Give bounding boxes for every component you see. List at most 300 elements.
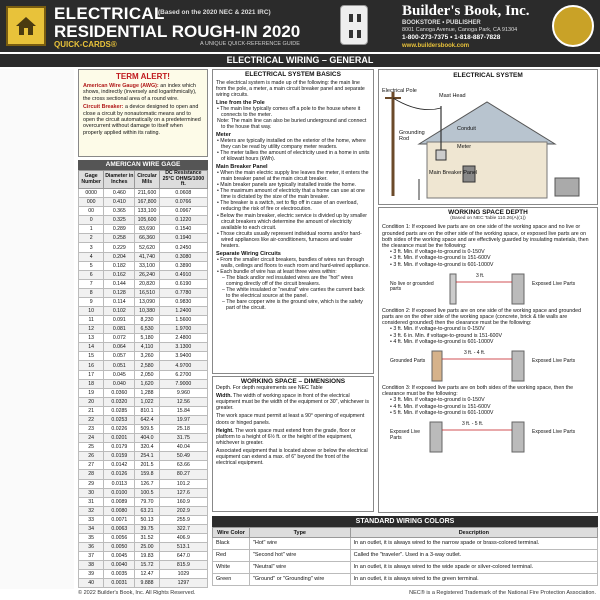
gage-cell: 406.9 bbox=[159, 533, 207, 542]
gage-row bbox=[79, 461, 208, 470]
panel-item: • The breaker is a switch, set to flip off in case of an overload, reducing the risk of fire or electrocution. bbox=[217, 200, 358, 213]
gage-cell: 105,600 bbox=[135, 216, 159, 225]
gage-cell: 0.0142 bbox=[104, 461, 135, 470]
gage-cell: 34 bbox=[79, 524, 104, 533]
gage-row bbox=[79, 388, 208, 397]
colors-cell: Green bbox=[213, 574, 250, 586]
gage-cell: 6.2700 bbox=[159, 370, 207, 379]
gage-cell: 7 bbox=[79, 279, 104, 288]
gage-cell: 3 bbox=[79, 243, 104, 252]
gage-row bbox=[79, 406, 208, 415]
gage-cell: 33 bbox=[79, 515, 104, 524]
gage-cell: 40.04 bbox=[159, 443, 207, 452]
breaker-text: a device designed to open and close a circuit by nonautomatic means and to open the circuit automatically on a predetermined overcurrent without damage to itself when properly applied within its rating. bbox=[83, 104, 201, 136]
gage-cell: 25.18 bbox=[159, 425, 207, 434]
gage-header: DC Resistance 25°C OHMS/1000 ft. bbox=[159, 171, 207, 189]
wire-neutral-item: – The white insulated or "neutral" wire carries the current back to the electrical source at the panel. bbox=[222, 287, 365, 300]
gage-cell: 27 bbox=[79, 461, 104, 470]
gage-cell: 1,620 bbox=[135, 379, 159, 388]
gage-cell: 50.49 bbox=[159, 452, 207, 461]
gage-cell: 15 bbox=[79, 352, 104, 361]
circuits-item: • Each bundle of wire has at least three wires within: bbox=[217, 268, 337, 275]
gage-cell: 0.0063 bbox=[104, 524, 135, 533]
gage-cell: 10,380 bbox=[135, 307, 159, 316]
fig2-dim-label: 3 ft. - 4 ft. bbox=[464, 350, 486, 357]
gage-cell: 0.0113 bbox=[104, 479, 135, 488]
gage-table bbox=[78, 170, 208, 588]
gage-cell: 31 bbox=[79, 497, 104, 506]
publisher-website[interactable]: www.buildersbook.com bbox=[402, 43, 470, 49]
colors-cell: In an outlet, it is always wired to the green terminal. bbox=[350, 574, 597, 586]
quick-cards-label: QUICK-CARDS® bbox=[54, 40, 117, 49]
meter-heading: Meter bbox=[216, 131, 231, 138]
gage-row bbox=[79, 243, 208, 252]
gage-cell: 30 bbox=[79, 488, 104, 497]
panel-label: Main Breaker Panel bbox=[429, 170, 478, 176]
height-text: The work space must extend from the grade, floor or platform to a height of 6½ ft. or the height of the equipment, whichever is greater. bbox=[216, 427, 356, 446]
gage-cell: 0.0226 bbox=[104, 425, 135, 434]
gage-header: Circular Mils bbox=[135, 171, 159, 189]
gage-row bbox=[79, 288, 208, 297]
gage-cell: 36 bbox=[79, 543, 104, 552]
colors-row bbox=[213, 562, 598, 574]
gage-cell: 101.2 bbox=[159, 479, 207, 488]
gage-cell: 0.0360 bbox=[104, 388, 135, 397]
gage-cell: 211,600 bbox=[135, 189, 159, 198]
gage-cell: 16,510 bbox=[135, 288, 159, 297]
gage-cell: 0.460 bbox=[104, 189, 135, 198]
gage-cell: 6 bbox=[79, 270, 104, 279]
gage-cell: 19 bbox=[79, 388, 104, 397]
gage-cell: 0.162 bbox=[104, 270, 135, 279]
gage-cell: 815.9 bbox=[159, 561, 207, 570]
gage-cell: 19.97 bbox=[159, 415, 207, 424]
wire-ground-item: – The bare copper wire is the ground wire, which is the safety part of the circuit. bbox=[222, 299, 363, 312]
gage-row bbox=[79, 415, 208, 424]
gage-cell: 810.1 bbox=[135, 406, 159, 415]
gage-cell: 26 bbox=[79, 452, 104, 461]
gage-cell: 2 bbox=[79, 234, 104, 243]
colors-row bbox=[213, 550, 598, 562]
gage-row bbox=[79, 470, 208, 479]
gage-row bbox=[79, 325, 208, 334]
gage-cell: 0.114 bbox=[104, 297, 135, 306]
condition-2-item: • 4 ft. Min. if voltage-to-ground is 601-1000V bbox=[390, 338, 494, 345]
gage-cell: 23 bbox=[79, 425, 104, 434]
gage-row bbox=[79, 443, 208, 452]
condition-3-item: • 5 ft. Min. if voltage-to-ground is 601-1000V bbox=[390, 409, 494, 416]
condition-3-item: • 4 ft. Min. if voltage-to-ground is 151-600V bbox=[390, 403, 491, 410]
gage-cell: 12.47 bbox=[135, 570, 159, 579]
gage-cell: 1,022 bbox=[135, 397, 159, 406]
gage-cell: 1.9700 bbox=[159, 325, 207, 334]
outlet-icon bbox=[340, 5, 368, 45]
house-diagram-icon bbox=[379, 84, 597, 204]
gage-cell: 0.365 bbox=[104, 207, 135, 216]
gage-cell: 12 bbox=[79, 325, 104, 334]
gage-cell: 17 bbox=[79, 370, 104, 379]
gage-cell: 0.040 bbox=[104, 379, 135, 388]
gage-row bbox=[79, 270, 208, 279]
gage-row bbox=[79, 216, 208, 225]
gage-cell: 38 bbox=[79, 561, 104, 570]
condition-2: Condition 2: If exposed live parts are on one side of the working space and grounded parts are on the other side of the working space (concrete, brick & tile walls are considered grounded) then the clearance must be the following: bbox=[382, 307, 582, 327]
gage-cell: 66,360 bbox=[135, 234, 159, 243]
publisher-role: BOOKSTORE • PUBLISHER bbox=[402, 20, 481, 26]
gage-cell: 0.0159 bbox=[104, 452, 135, 461]
publisher-seal-icon bbox=[552, 5, 594, 47]
gage-cell: 0.144 bbox=[104, 279, 135, 288]
gage-cell: 133,100 bbox=[135, 207, 159, 216]
gage-cell: 0.204 bbox=[104, 252, 135, 261]
gage-cell: 0.229 bbox=[104, 243, 135, 252]
gage-cell: 4.9700 bbox=[159, 361, 207, 370]
gage-cell: 0.0031 bbox=[104, 579, 135, 588]
gage-row bbox=[79, 579, 208, 588]
breaker-definition bbox=[83, 104, 203, 136]
gage-cell: 37 bbox=[79, 552, 104, 561]
gage-cell: 0.0967 bbox=[159, 207, 207, 216]
gage-cell: 0.289 bbox=[104, 225, 135, 234]
gage-cell: 0.0045 bbox=[104, 552, 135, 561]
gage-cell: 79.70 bbox=[135, 497, 159, 506]
gage-cell: 32 bbox=[79, 506, 104, 515]
colors-cell: Called the "traveler". Used in a 3-way outlet. bbox=[350, 550, 597, 562]
gage-cell: 15.84 bbox=[159, 406, 207, 415]
panel-item: • Those circuits usually represent individual rooms and/or hard-wired appliances like air-conditioners, furnaces and water heaters. bbox=[217, 230, 362, 250]
gage-cell: 642.4 bbox=[135, 415, 159, 424]
gage-cell: 50.13 bbox=[135, 515, 159, 524]
grounding-label: Grounding Rod bbox=[399, 130, 425, 142]
colors-header: Description bbox=[350, 528, 597, 538]
height-heading: Height. bbox=[216, 427, 234, 434]
gage-cell: 13 bbox=[79, 334, 104, 343]
gage-cell: 63.66 bbox=[159, 461, 207, 470]
meter-item: • The meter tallies the amount of electricity used in a home in units of kilowatt hours (kWh). bbox=[217, 150, 370, 163]
gage-cell: 0.081 bbox=[104, 325, 135, 334]
gage-cell: 21 bbox=[79, 406, 104, 415]
publisher-address: 8001 Canoga Avenue, Canoga Park, CA 91304 bbox=[402, 27, 518, 33]
gage-cell: 0.091 bbox=[104, 316, 135, 325]
gage-row bbox=[79, 488, 208, 497]
gage-row bbox=[79, 524, 208, 533]
condition-2-figure bbox=[382, 347, 594, 383]
gage-cell: 0.7780 bbox=[159, 288, 207, 297]
gage-cell: 0000 bbox=[79, 189, 104, 198]
gage-row bbox=[79, 252, 208, 261]
gage-cell: 00 bbox=[79, 207, 104, 216]
electrical-basics-panel bbox=[212, 69, 374, 374]
gage-cell: 3,260 bbox=[135, 352, 159, 361]
gage-cell: 0.4910 bbox=[159, 270, 207, 279]
wiring-colors-table bbox=[212, 527, 598, 586]
gage-cell: 10 bbox=[79, 307, 104, 316]
gage-cell: 1297 bbox=[159, 579, 207, 588]
wire-hot-item: – The black and/or red insulated wires are the "hot" wires coming directly off of the circuit breakers. bbox=[222, 275, 354, 288]
gage-cell: 647.0 bbox=[159, 552, 207, 561]
gage-cell: 11 bbox=[79, 316, 104, 325]
gage-cell: 4,110 bbox=[135, 343, 159, 352]
colors-row bbox=[213, 574, 598, 586]
gage-cell: 40 bbox=[79, 579, 104, 588]
gage-cell: 1029 bbox=[159, 570, 207, 579]
gage-header: Gage Number bbox=[79, 171, 104, 189]
colors-cell: "Ground" or "Grounding" wire bbox=[249, 574, 350, 586]
width-text: The width of working space in front of the electrical equipment must be the width of the equipment or 30", whichever is greater. bbox=[216, 393, 369, 412]
gage-cell: 1,288 bbox=[135, 388, 159, 397]
gage-cell: 29 bbox=[79, 479, 104, 488]
dims-width bbox=[216, 393, 370, 411]
gage-cell: 5,180 bbox=[135, 334, 159, 343]
panel-item: • Main breaker panels are typically installed inside the home. bbox=[217, 182, 357, 189]
header bbox=[0, 0, 600, 52]
trademark-notice: NEC® is a Registered Trademark of the National Fire Protection Association. bbox=[409, 590, 596, 596]
tagline: A UNIQUE QUICK-REFERENCE GUIDE bbox=[200, 41, 300, 47]
gage-cell: 2,580 bbox=[135, 361, 159, 370]
fig1-left-label: No live or grounded parts bbox=[390, 280, 434, 293]
gage-row bbox=[79, 297, 208, 306]
gage-cell: 127.6 bbox=[159, 488, 207, 497]
gage-cell: 83,690 bbox=[135, 225, 159, 234]
gage-cell: 19.83 bbox=[135, 552, 159, 561]
gage-cell: 12.56 bbox=[159, 397, 207, 406]
gage-cell: 9.888 bbox=[135, 579, 159, 588]
awg-text: an index which shows, indirectly (inversely and logarithmically), the cross sectional area of a round wire. bbox=[83, 83, 197, 102]
gage-row bbox=[79, 425, 208, 434]
gage-table-title: AMERICAN WIRE GAGE bbox=[78, 160, 208, 170]
basics-title: ELECTRICAL SYSTEM BASICS bbox=[245, 71, 341, 78]
gage-cell: 0.102 bbox=[104, 307, 135, 316]
condition-1-item: • 3 ft. Min. if voltage-to-ground is 601-1000V bbox=[390, 261, 494, 268]
colors-header: Type bbox=[249, 528, 350, 538]
gage-cell: 41,740 bbox=[135, 252, 159, 261]
gage-cell: 0 bbox=[79, 216, 104, 225]
colors-cell: "Hot" wire bbox=[249, 538, 350, 550]
fig2-left-label: Grounded Parts bbox=[390, 358, 426, 365]
circuits-item: • From the smaller circuit breakers, bundles of wires run through walls, ceilings and floors to each room and hard-wired appliance. bbox=[217, 256, 370, 269]
term-alert-title: TERM ALERT! bbox=[116, 72, 170, 81]
panel-item: • The maximum amount of electricity that a home can use at one time is dictated by the size of the main breaker. bbox=[217, 188, 365, 201]
gage-row bbox=[79, 343, 208, 352]
gage-cell: 33,100 bbox=[135, 261, 159, 270]
gage-cell: 35 bbox=[79, 533, 104, 542]
copyright: © 2022 Builder's Book, Inc. All Rights Reserved. bbox=[78, 590, 196, 596]
gage-cell: 404.0 bbox=[135, 434, 159, 443]
gage-cell: 0.128 bbox=[104, 288, 135, 297]
gage-cell: 126.7 bbox=[135, 479, 159, 488]
colors-cell: White bbox=[213, 562, 250, 574]
dims-height bbox=[216, 428, 370, 446]
pole-label: Electrical Pole bbox=[382, 88, 417, 94]
term-alert-box bbox=[78, 69, 208, 157]
gage-cell: 16 bbox=[79, 361, 104, 370]
meter-item: • Meters are typically installed on the exterior of the home, where they can be read by utility company meter readers. bbox=[217, 137, 366, 151]
gage-cell: 0.0766 bbox=[159, 198, 207, 207]
gage-cell: 0.1940 bbox=[159, 234, 207, 243]
gage-cell: 322.7 bbox=[159, 524, 207, 533]
gage-cell: 6,530 bbox=[135, 325, 159, 334]
gage-cell: 0.2450 bbox=[159, 243, 207, 252]
gage-row bbox=[79, 552, 208, 561]
left-margin bbox=[0, 69, 74, 589]
gage-cell: 4 bbox=[79, 252, 104, 261]
gage-cell: 000 bbox=[79, 198, 104, 207]
gage-row bbox=[79, 479, 208, 488]
gage-cell: 1 bbox=[79, 225, 104, 234]
condition-1: Condition 1: If exposed live parts are on one side of the working space and no live or grounded parts are on the other side of the working space, or exposed live parts are on both sides of the working space and are effectively guarded by insulating materials, then the clearance must be the following: bbox=[382, 224, 589, 250]
gage-row bbox=[79, 543, 208, 552]
gage-header: Diameter in Inches bbox=[104, 171, 135, 189]
gage-cell: 2,050 bbox=[135, 370, 159, 379]
gage-cell: 0.0179 bbox=[104, 443, 135, 452]
gage-cell: 509.5 bbox=[135, 425, 159, 434]
gage-row bbox=[79, 261, 208, 270]
fig1-dim-label: 3 ft. bbox=[476, 272, 485, 279]
condition-3-item: • 3 ft. Min. if voltage-to-ground is 0-150V bbox=[390, 397, 485, 404]
colors-cell: In an outlet, it is always wired to the narrow spade or brass-colored terminal. bbox=[350, 538, 597, 550]
fig2-right-label: Exposed Live Parts bbox=[532, 358, 576, 365]
pole-item: • The main line typically comes off a pole to the house where it connects to the meter. bbox=[217, 105, 361, 119]
gage-cell: 0.1220 bbox=[159, 216, 207, 225]
gage-cell: 0.0285 bbox=[104, 406, 135, 415]
gage-row bbox=[79, 198, 208, 207]
gage-cell: 167,800 bbox=[135, 198, 159, 207]
gage-cell: 159.8 bbox=[135, 470, 159, 479]
code-basis: (Based on the 2020 NEC & 2021 IRC) bbox=[158, 9, 271, 16]
gage-row bbox=[79, 279, 208, 288]
gage-cell: 20 bbox=[79, 397, 104, 406]
gage-cell: 0.9830 bbox=[159, 297, 207, 306]
meter-label: Meter bbox=[457, 144, 472, 150]
gage-cell: 3.9400 bbox=[159, 352, 207, 361]
gage-row bbox=[79, 316, 208, 325]
gage-cell: 39.75 bbox=[135, 524, 159, 533]
gage-cell: 1.2400 bbox=[159, 307, 207, 316]
gage-cell: 320.4 bbox=[135, 443, 159, 452]
awg-definition bbox=[83, 83, 203, 102]
panel-item: • Below the main breaker, electric service is divided up by smaller circuit breakers which determine the amount of electricity available to each circuit. bbox=[217, 212, 368, 231]
card-title: ELECTRICAL bbox=[54, 4, 165, 23]
width-heading: Width. bbox=[216, 393, 232, 400]
gage-cell: 0.045 bbox=[104, 370, 135, 379]
gage-row bbox=[79, 570, 208, 579]
gage-cell: 0.3890 bbox=[159, 261, 207, 270]
gage-cell: 513.1 bbox=[159, 543, 207, 552]
gage-cell: 9 bbox=[79, 297, 104, 306]
colors-row bbox=[213, 538, 598, 550]
gage-cell: 52,620 bbox=[135, 243, 159, 252]
gage-row bbox=[79, 370, 208, 379]
pole-heading: Line from the Pole bbox=[216, 99, 265, 106]
gage-cell: 22 bbox=[79, 415, 104, 424]
colors-cell: "Second hot" wire bbox=[249, 550, 350, 562]
gage-row bbox=[79, 189, 208, 198]
electrical-system-diagram bbox=[378, 69, 598, 205]
gage-cell: 0.1540 bbox=[159, 225, 207, 234]
gage-cell: 0.057 bbox=[104, 352, 135, 361]
clearance-diagram-icon bbox=[382, 347, 596, 383]
gage-row bbox=[79, 234, 208, 243]
fig1-right-label: Exposed Live Parts bbox=[532, 280, 576, 287]
gage-cell: 1.5600 bbox=[159, 316, 207, 325]
gage-row bbox=[79, 207, 208, 216]
gage-row bbox=[79, 515, 208, 524]
panel-heading: Main Breaker Panel bbox=[216, 163, 268, 170]
gage-cell: 0.0320 bbox=[104, 397, 135, 406]
gage-cell: 0.3080 bbox=[159, 252, 207, 261]
gage-row bbox=[79, 452, 208, 461]
condition-1-item: • 3 ft. Min. if voltage-to-ground is 151-600V bbox=[390, 255, 491, 262]
condition-1-figure bbox=[382, 270, 594, 306]
colors-cell: In an outlet, it is always wired to the wide spade or silver-colored terminal. bbox=[350, 562, 597, 574]
dims-width-2: The work space must permit at least a 90° opening of equipment doors or hinged panels. bbox=[216, 413, 365, 426]
conduit-label: Conduit bbox=[457, 126, 476, 132]
gage-row bbox=[79, 361, 208, 370]
gage-row bbox=[79, 561, 208, 570]
gage-row bbox=[79, 352, 208, 361]
breaker-term: Circuit Breaker: bbox=[83, 104, 124, 111]
gage-cell: 63.21 bbox=[135, 506, 159, 515]
gage-cell: 255.9 bbox=[159, 515, 207, 524]
gage-cell: 0.0089 bbox=[104, 497, 135, 506]
gage-cell: 0.0040 bbox=[104, 561, 135, 570]
condition-1-item: • 3 ft. Min. if voltage-to-ground is 0-150V bbox=[390, 249, 485, 256]
colors-header: Wire Color bbox=[213, 528, 250, 538]
gage-cell: 0.0126 bbox=[104, 470, 135, 479]
gage-cell: 0.0071 bbox=[104, 515, 135, 524]
condition-2-item: • 3 ft. 6 in. Min. if voltage-to-ground is 151-600V bbox=[390, 332, 502, 339]
condition-3-figure bbox=[382, 418, 594, 454]
wiring-colors-title: STANDARD WIRING COLORS bbox=[212, 516, 598, 527]
condition-3: Condition 3: If exposed live parts are on both sides of the working space, then the clearance must be the following: bbox=[382, 385, 574, 398]
circuits-heading: Separate Wiring Circuits bbox=[216, 250, 281, 257]
gage-cell: 160.9 bbox=[159, 497, 207, 506]
colors-cell: Black bbox=[213, 538, 250, 550]
gage-cell: 31.75 bbox=[159, 434, 207, 443]
gage-cell: 0.325 bbox=[104, 216, 135, 225]
gage-cell: 0.051 bbox=[104, 361, 135, 370]
gage-cell: 39 bbox=[79, 570, 104, 579]
working-space-dimensions-panel bbox=[212, 376, 374, 512]
gage-cell: 254.1 bbox=[135, 452, 159, 461]
gage-cell: 31.52 bbox=[135, 533, 159, 542]
gage-cell: 0.0050 bbox=[104, 543, 135, 552]
gage-cell: 3.1300 bbox=[159, 343, 207, 352]
depth-title: WORKING SPACE DEPTH bbox=[448, 209, 528, 216]
gage-cell: 0.072 bbox=[104, 334, 135, 343]
gage-cell: 0.0608 bbox=[159, 189, 207, 198]
dims-height-2: Associated equipment that is located above or below the electrical equipment can extend a max. of 6" beyond the front of the electrical equipment. bbox=[216, 447, 368, 467]
gage-row bbox=[79, 533, 208, 542]
dims-title: WORKING SPACE – DIMENSIONS bbox=[240, 378, 346, 385]
gage-cell: 0.0100 bbox=[104, 488, 135, 497]
awg-term: American Wire Gauge (AWG): bbox=[83, 83, 159, 89]
gage-row bbox=[79, 379, 208, 388]
pole-note: Note: The main line can also be buried underground and connect to the house that way. bbox=[217, 118, 367, 131]
gage-cell: 0.410 bbox=[104, 198, 135, 207]
fig3-left-label: Exposed Live Parts bbox=[390, 429, 421, 441]
gage-cell: 25.00 bbox=[135, 543, 159, 552]
colors-cell: "Neutral" wire bbox=[249, 562, 350, 574]
gage-cell: 24 bbox=[79, 434, 104, 443]
gage-cell: 202.9 bbox=[159, 506, 207, 515]
gage-cell: 0.258 bbox=[104, 234, 135, 243]
gage-cell: 80.27 bbox=[159, 470, 207, 479]
gage-cell: 100.5 bbox=[135, 488, 159, 497]
gage-cell: 201.5 bbox=[135, 461, 159, 470]
publisher-phone: 1-800-273-7375 • 1-818-887-7828 bbox=[402, 34, 501, 41]
gage-cell: 18 bbox=[79, 379, 104, 388]
